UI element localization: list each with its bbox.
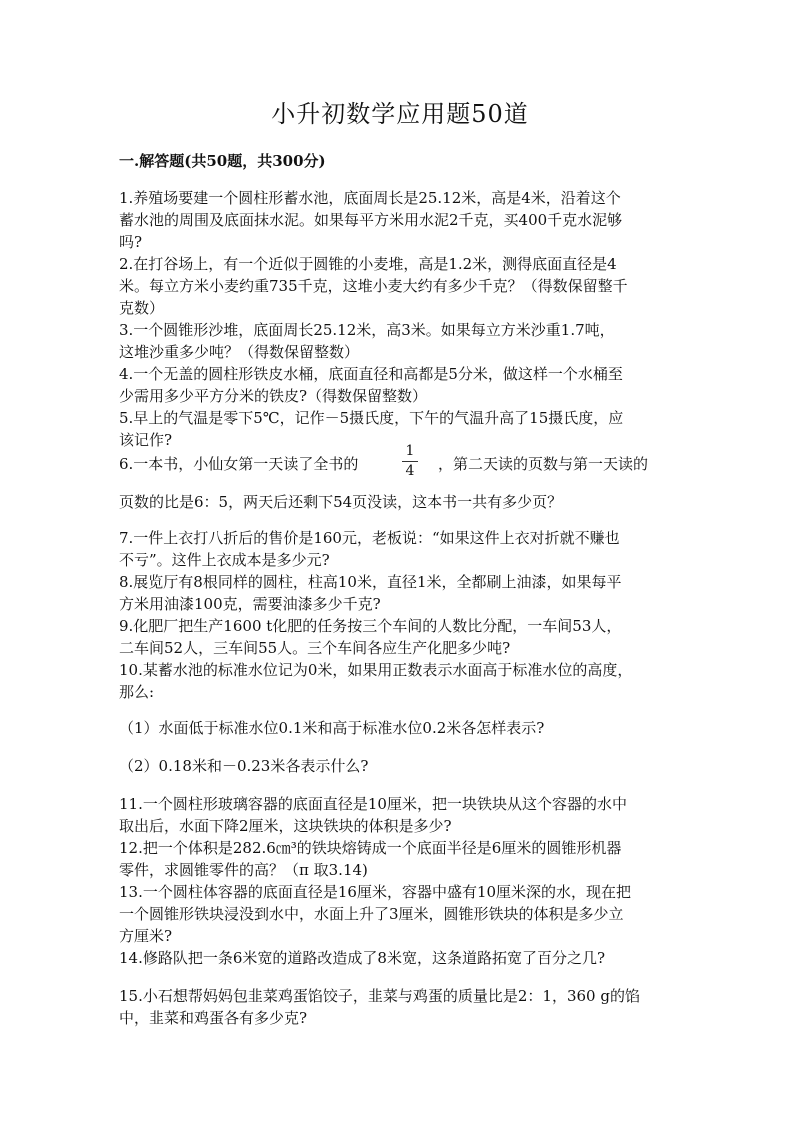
fraction-numerator: 1 (405, 443, 415, 459)
text-line: 12.把一个体积是282.6㎝³的铁块熔铸成一个底面半径是6厘米的圆锥形机器 (119, 839, 622, 857)
text-line: 4.一个无盖的圆柱形铁皮水桶，底面直径和高都是5分米，做这样一个水桶至 (119, 365, 623, 383)
text-line: 这堆沙重多少吨？（得数保留整数） (119, 343, 360, 361)
text-line: 取出后，水面下降2厘米，这块铁块的体积是多少? (119, 817, 452, 835)
text-line: 克数） (119, 299, 165, 317)
text-line: 零件，求圆锥零件的高？（π 取3.14) (119, 861, 368, 879)
text-line: 该记作? (119, 431, 173, 449)
text-line: 10.某蓄水池的标准水位记为0米，如果用正数表示水面高于标准水位的高度， (119, 661, 633, 679)
text-line: 3.一个圆锥形沙堆，底面周长25.12米，高3米。如果每立方米沙重1.7吨， (119, 321, 615, 339)
text-line: 中，韭菜和鸡蛋各有多少克? (119, 1009, 308, 1027)
text-line: （2）0.18米和－0.23米各表示什么? (119, 757, 369, 775)
text-line: 5.早上的气温是零下5℃，记作－5摄氏度，下午的气温升高了15摄氏度，应 (119, 409, 624, 427)
text-line: 方厘米? (119, 927, 173, 945)
fraction-denominator: 4 (405, 463, 415, 479)
page-title: 小升初数学应用题50道 (271, 100, 529, 128)
text-line: 米。每立方米小麦约重735千克，这堆小麦大约有多少千克？（得数保留整千 (119, 277, 628, 295)
text-line: 1.养殖场要建一个圆柱形蓄水池，底面周长是25.12米，高是4米，沿着这个 (119, 189, 621, 207)
text-line: 不亏”。这件上衣成本是多少元? (119, 551, 330, 569)
text-line: 蓄水池的周围及底面抹水泥。如果每平方米用水泥2千克，买400千克水泥够 (119, 211, 623, 229)
text-line: ，第二天读的页数与第一天读的 (438, 455, 649, 473)
text-line: 11.一个圆柱形玻璃容器的底面直径是10厘米，把一块铁块从这个容器的水中 (119, 795, 627, 813)
text-line: （1）水面低于标准水位0.1米和高于标准水位0.2米各怎样表示? (119, 719, 545, 737)
fraction-one-quarter (398, 444, 422, 479)
text-line: 8.展览厅有8根同样的圆柱，柱高10米，直径1米，全都刷上油漆，如果每平 (119, 573, 622, 591)
text-line: 二车间52人，三车间55人。三个车间各应生产化肥多少吨? (119, 639, 511, 657)
text-line: 那么: (119, 683, 155, 701)
text-line: 方米用油漆100克，需要油漆多少千克? (119, 595, 381, 613)
text-line: 页数的比是6：5，两天后还剩下54页没读，这本书一共有多少页？ (119, 493, 563, 511)
text-line: 13.一个圆柱体容器的底面直径是16厘米，容器中盛有10厘米深的水，现在把 (119, 883, 632, 901)
section-heading: 一.解答题(共50题，共300分) (119, 152, 326, 170)
text-line: 吗? (119, 233, 143, 251)
text-line: 15.小石想帮妈妈包韭菜鸡蛋馅饺子，韭菜与鸡蛋的质量比是2：1，360 g的馅 (119, 987, 640, 1005)
text-line: 一个圆锥形铁块浸没到水中，水面上升了3厘米，圆锥形铁块的体积是多少立 (119, 905, 624, 923)
text-line: 6.一本书，小仙女第一天读了全书的 (119, 455, 359, 473)
text-line: 少需用多少平方分米的铁皮?（得数保留整数） (119, 387, 428, 405)
text-line: 2.在打谷场上，有一个近似于圆锥的小麦堆，高是1.2米，测得底面直径是4 (119, 255, 617, 273)
text-line: 9.化肥厂把生产1600 t化肥的任务按三个车间的人数比分配，一车间53人， (119, 617, 622, 635)
text-line: 7.一件上衣打八折后的售价是160元，老板说：“如果这件上衣对折就不赚也 (119, 529, 620, 547)
text-line: 14.修路队把一条6米宽的道路改造成了8米宽，这条道路拓宽了百分之几? (119, 949, 605, 967)
fraction-bar (402, 461, 418, 462)
